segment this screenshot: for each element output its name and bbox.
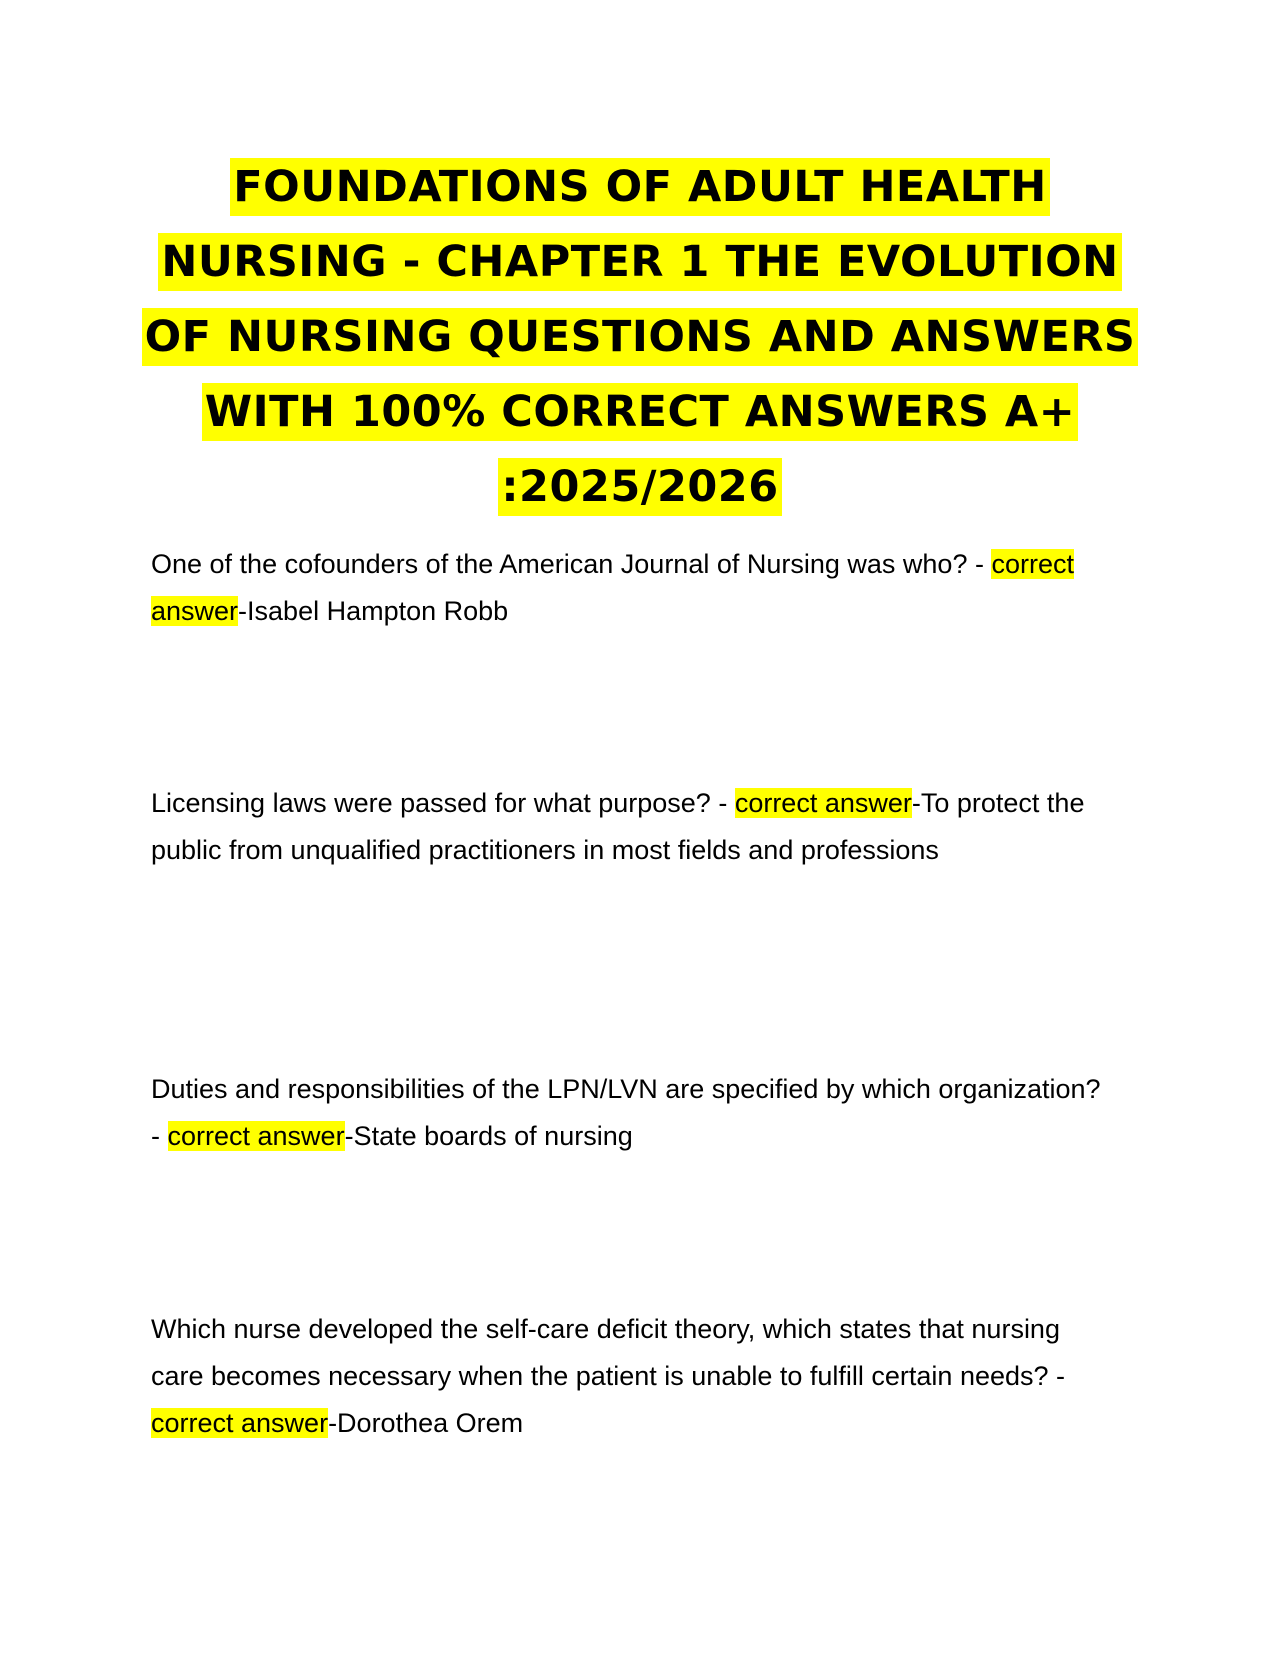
question-text: Licensing laws were passed for what purpose? -: [151, 788, 735, 818]
answer-text: -Dorothea Orem: [328, 1408, 524, 1438]
answer-text: -Isabel Hampton Robb: [238, 596, 509, 626]
answer-text: -State boards of nursing: [344, 1121, 633, 1151]
title-text: FOUNDATIONS OF ADULT HEALTH NURSING - CHAPTER 1 THE EVOLUTION OF NURSING QUESTIONS AND ANSWERS WITH 100% CORRECT ANSWERS A+ :2025/2026: [142, 158, 1139, 516]
question-text: Duties and responsibilities of the LPN/LVN are specified by which organization? -: [151, 1074, 1101, 1151]
question-text: One of the cofounders of the American Journal of Nursing was who? -: [151, 549, 992, 579]
qa-item: [151, 541, 1111, 635]
qa-item: [151, 1306, 1111, 1447]
correct-answer-marker: correct answer: [734, 788, 912, 818]
answer-text: -To protect the public from unqualified practitioners in most fields and professions: [151, 788, 1085, 865]
correct-answer-marker: correct answer: [151, 549, 1074, 626]
qa-item: [151, 1066, 1111, 1160]
document-title: [120, 150, 1160, 525]
correct-answer-marker: correct answer: [167, 1121, 345, 1151]
qa-item: [151, 780, 1111, 874]
question-text: Which nurse developed the self-care deficit theory, which states that nursing care becomes necessary when the patient is unable to fulfill certain needs? -: [151, 1314, 1066, 1391]
correct-answer-marker: correct answer: [151, 1408, 329, 1438]
